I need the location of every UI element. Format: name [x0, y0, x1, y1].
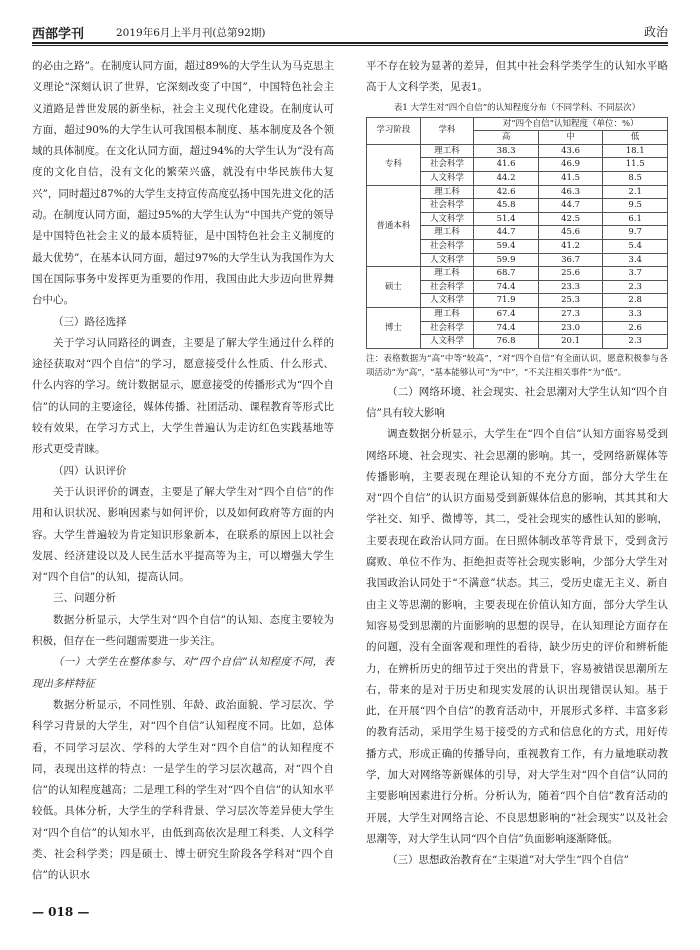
table-row: [367, 144, 668, 158]
table-title: 表1 大学生对“四个自信”的认知程度分布（不同学科、不同层次）: [393, 102, 641, 113]
table-cell-level: 硕士: [367, 267, 421, 308]
table-cell-value: 3.3: [603, 307, 668, 321]
table-cell-value: 59.9: [474, 253, 539, 267]
table-cell-level: 博士: [367, 307, 421, 348]
table-cell-value: 20.1: [538, 335, 603, 349]
table-header-mid: 中: [538, 131, 603, 145]
table-cell-value: 71.9: [474, 294, 539, 308]
table-cell-value: 2.6: [603, 321, 668, 335]
table-cell-value: 67.4: [474, 307, 539, 321]
table-cell-value: 43.6: [538, 144, 603, 158]
table-cell-value: 51.4: [474, 212, 539, 226]
left-column: [32, 56, 334, 887]
table-cell-subject: 理工科: [420, 307, 474, 321]
table-cell-subject: 社会科学: [420, 199, 474, 213]
right-column: [366, 56, 668, 872]
table-cell-value: 38.3: [474, 144, 539, 158]
table-cell-value: 45.8: [474, 199, 539, 213]
table-cell-value: 9.7: [603, 226, 668, 240]
table-cell-subject: 人文科学: [420, 171, 474, 185]
section-name: 政治: [643, 25, 668, 39]
table-header-low: 低: [603, 131, 668, 145]
table-cell-value: 8.5: [603, 171, 668, 185]
table-cell-value: 41.6: [474, 158, 539, 172]
table-cell-value: 5.4: [603, 239, 668, 253]
table-cell-value: 74.4: [474, 321, 539, 335]
subsection-heading: （三）路径选择: [53, 315, 127, 328]
table-cell-level: 专科: [367, 144, 421, 185]
table-cell-value: 2.3: [603, 335, 668, 349]
table-cell-value: 3.4: [603, 253, 668, 267]
table-header-group: 对“四个自信”认知程度（单位：%）: [474, 117, 668, 131]
subsection-heading: （二）网络环境、社会现实、社会思潮对大学生认知“四个自信”具有较大影响: [366, 385, 668, 419]
paragraph: 数据分析显示，不同性别、年龄、政治面貌、学习层次、学科学习背景的大学生，对“四个自信”认知程度不同。比如，总体看，不同学习层次、学科的大学生对“四个自信”的认知程度不同，表现出这样的特点：一是学生的学习层次越高，对“四个自信”的认知程度越高；二是理工科的学生对“四个自信”的认知水平较低。具体分析，大学生的学科背景、学习层次等差异使大学生对“四个自信”的认知水平，由低到高依次是理工科类、人文科学类、社会科学类；四是硕士、博士研究生阶段各学科对“四个自信”的认识水: [32, 698, 334, 882]
table-cell-value: 36.7: [538, 253, 603, 267]
table-cell-value: 44.7: [538, 199, 603, 213]
table-cell-subject: 人文科学: [420, 212, 474, 226]
table-cell-value: 42.5: [538, 212, 603, 226]
table-cell-value: 2.8: [603, 294, 668, 308]
table-cell-subject: 理工科: [420, 267, 474, 281]
journal-title: 西部学刊: [32, 27, 85, 42]
issue-info: 2019年6月上半月刊(总第92期): [116, 27, 266, 39]
subsection-heading: （一）大学生在整体参与、对“四个自信”认知程度不同，表现出多样特征: [32, 656, 334, 690]
page-number: — 018 —: [32, 905, 90, 919]
header-rule: [32, 45, 668, 46]
table-cell-value: 41.5: [538, 171, 603, 185]
table-cell-value: 44.7: [474, 226, 539, 240]
table-cell-value: 45.6: [538, 226, 603, 240]
table-cell-value: 9.5: [603, 199, 668, 213]
table-cell-subject: 理工科: [420, 185, 474, 199]
table-row: [367, 185, 668, 199]
page-header: [32, 20, 668, 44]
table-cell-value: 44.2: [474, 171, 539, 185]
table-cell-value: 11.5: [603, 158, 668, 172]
table-cell-value: 46.3: [538, 185, 603, 199]
paragraph: 平不存在较为显著的差异，但其中社会科学类学生的认知水平略高于人文科学类，见表1。: [366, 60, 668, 94]
table-cell-subject: 人文科学: [420, 294, 474, 308]
table-cell-value: 6.1: [603, 212, 668, 226]
table-cell-subject: 理工科: [420, 144, 474, 158]
table-cell-value: 41.2: [538, 239, 603, 253]
table-cell-value: 68.7: [474, 267, 539, 281]
table-cell-subject: 社会科学: [420, 280, 474, 294]
section-heading: 三、问题分析: [53, 592, 116, 605]
paragraph: 数据分析显示，大学生对“四个自信”的认知、态度主要较为积极，但存在一些问题需要进一步关注。: [32, 613, 334, 648]
table-cell-subject: 人文科学: [420, 253, 474, 267]
table-cell-value: 27.3: [538, 307, 603, 321]
table-cell-value: 23.3: [538, 280, 603, 294]
table-header-level: 学习阶段: [367, 117, 421, 144]
table-cell-subject: 社会科学: [420, 321, 474, 335]
table-cell-value: 3.7: [603, 267, 668, 281]
table-cell-subject: 社会科学: [420, 239, 474, 253]
table-header-subject: 学科: [420, 117, 474, 144]
table-cell-subject: 社会科学: [420, 158, 474, 172]
table-cell-value: 42.6: [474, 185, 539, 199]
table-cell-subject: 人文科学: [420, 335, 474, 349]
paragraph: 调查数据分析显示，大学生在“四个自信”认知方面容易受到网络环境、社会现实、社会思潮的影响。其一，受网络新媒体等传播影响，主要表现在理论认知的不充分方面，部分大学生在对“四个自信”的认识方面易受到新媒体信息的影响，其其其和大学社交、知乎、微博等，其二，受社会现实的感性认知的影响，主要表现在政治认同方面。在日照体制改革等背景下，受到贪污腐败、单位不作为、拒绝担责等社会现实影响，少部分大学生对我国政治认同处于“不满意”状态。其三，受历史虚无主义、新自由主义等思潮的影响，主要表现在价值认知方面，部分大学生认知容易受到思潮的片面影响的思想的误导，在认知理论方面存在的问题，没有全面客观和理性的看待，缺少历史的评价和辨析能力，在辨析历史的细节过于突出的背景下，容易被错误思潮所左右，带来的是对于历史和现实发展的认识出现错误认知。基于此，在开展“四个自信”的教育活动中，开展形式多样、丰富多彩的教育活动，采用学生易于接受的方式和信息化的方式，用好传播方式，形成正确的传播导向，重视教育工作，有力量地联动教学，加大对网络等新媒体的引导，对大学生对“四个自信”认同的主要影响因素进行分析。分析认为，随着“四个自信”教育活动的开展，大学生对网络言论、不良思想影响的“社会现实”以及社会思潮等，对大学生认同“四个自信”负面影响逐渐降低。: [366, 428, 668, 845]
table-note: 注：表格数据为“高”中等“较高”，“对“四个自信”有全面认识，愿意积极参与各项活动”为“高”，“基本能够认可”为“中”，“不关注相关事件”为“低”。: [366, 353, 668, 378]
table-cell-value: 59.4: [474, 239, 539, 253]
subsection-heading: （四）认识评价: [53, 464, 127, 477]
data-table: [366, 117, 668, 349]
table-cell-value: 2.3: [603, 280, 668, 294]
paragraph: 关于认识评价的调查，主要是了解大学生对“四个自信”的作用和认识状况、影响因素与如何评价，以及如何政府等方面的内容。大学生普遍较为肯定知识形象新本，在联系的原因上以社会发展、经济建设以及人民生活水平提高等为主，可以增强大学生对“四个自信”的认知，提高认同。: [32, 485, 334, 584]
table-cell-value: 76.8: [474, 335, 539, 349]
table-row: [367, 307, 668, 321]
table-cell-value: 25.6: [538, 267, 603, 281]
table-cell-value: 74.4: [474, 280, 539, 294]
table-row: [367, 267, 668, 281]
table-cell-value: 23.0: [538, 321, 603, 335]
table-header-high: 高: [474, 131, 539, 145]
paragraph: 关于学习认同路径的调查，主要是了解大学生通过什么样的途径获取对“四个自信”的学习，愿意接受什么性质、什么形式、什么内容的学习。统计数据显示，愿意接受的传播形式为“四个自信”的认同的主要途径，媒体传播、社团活动、课程教育等形式比较有效果，在学习方式上，大学生普遍认为走访红色实践基地等形式更受青睐。: [32, 336, 334, 456]
paragraph: 的必由之路”。在制度认同方面，超过89%的大学生认为马克思主义理论“深刻认识了世界，它深刻改变了中国”，中国特色社会主义道路是普世发展的新坐标，社会主义现代化建设。在制度认可方面，超过90%的大学生认可我国根本制度、基本制度及各个领域的具体制度。在文化认同方面，超过94%的大学生认为“没有高度的文化自信，没有文化的繁荣兴盛，就没有中华民族伟大复兴”，同时超过87%的大学生支持宣传高度弘扬中国先进文化的活动。在制度认同方面，超过95%的大学生认为“中国共产党的领导是中国特色社会主义的最本质特征，是中国特色社会主义制度的最大优势”，在基本认同方面，超过97%的大学生认为我国作为大国在国际事务中发挥更为重要的作用，我国由此大步迈向世界舞台中心。: [32, 60, 334, 307]
subsection-heading: （三）思想政治教育在“主渠道”对大学生“四个自信”: [387, 854, 629, 867]
table-cell-value: 18.1: [603, 144, 668, 158]
table-cell-level: 普通本科: [367, 185, 421, 267]
table-cell-value: 46.9: [538, 158, 603, 172]
table-cell-value: 25.3: [538, 294, 603, 308]
table-cell-subject: 理工科: [420, 226, 474, 240]
table-cell-value: 2.1: [603, 185, 668, 199]
